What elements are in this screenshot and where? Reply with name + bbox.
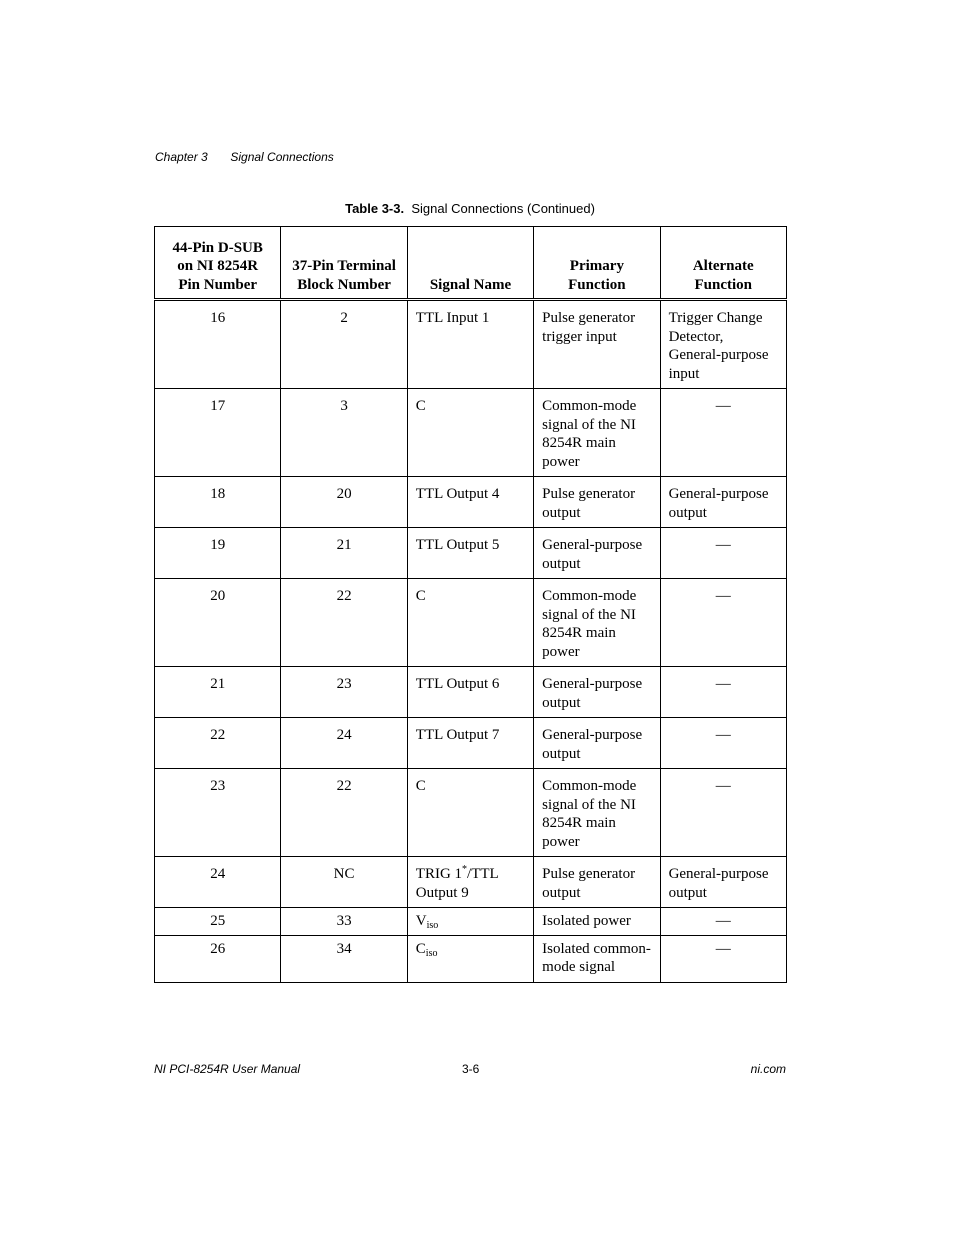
- block-cell: 24: [281, 718, 407, 769]
- block-cell: 20: [281, 477, 407, 528]
- alternate-cell: —: [660, 718, 786, 769]
- pin-cell: 23: [155, 769, 281, 857]
- alternate-cell: General-purpose output: [660, 857, 786, 908]
- footnote-marker: *: [462, 864, 468, 875]
- block-cell: 21: [281, 528, 407, 579]
- primary-cell: General-purpose output: [534, 718, 660, 769]
- table-header-row: [155, 227, 787, 300]
- manual-title: NI PCI-8254R User Manual: [154, 1062, 301, 1076]
- page-number: 3-6: [462, 1062, 480, 1076]
- signal-cell: C: [407, 579, 533, 667]
- subscript: iso: [425, 947, 438, 959]
- block-cell: 22: [281, 579, 407, 667]
- table-row: [155, 857, 787, 908]
- pin-cell: 19: [155, 528, 281, 579]
- table-row: [155, 667, 787, 718]
- table-number: Table 3-3.: [345, 201, 405, 216]
- signal-cell: TTL Input 1: [407, 300, 533, 389]
- pin-cell: 17: [155, 389, 281, 477]
- pin-cell: 24: [155, 857, 281, 908]
- block-cell: 23: [281, 667, 407, 718]
- chapter-label: Chapter 3: [155, 150, 208, 164]
- pin-cell: 20: [155, 579, 281, 667]
- table-row: [155, 579, 787, 667]
- alternate-cell: —: [660, 935, 786, 982]
- signal-cell: $C_{iso}$: [407, 935, 533, 982]
- table-row: [155, 935, 787, 982]
- signal-connections-table: [154, 226, 787, 983]
- table-title: Signal Connections (Continued): [411, 201, 595, 216]
- alternate-cell: —: [660, 667, 786, 718]
- table-row: [155, 769, 787, 857]
- header-signal-name: Signal Name: [407, 227, 533, 300]
- pin-cell: 25: [155, 908, 281, 936]
- block-cell: 34: [281, 935, 407, 982]
- signal-cell: TTL Output 4: [407, 477, 533, 528]
- signal-cell: TTL Output 5: [407, 528, 533, 579]
- primary-cell: Common-mode signal of the NI 8254R main power: [534, 389, 660, 477]
- alternate-cell: General-purpose output: [660, 477, 786, 528]
- alternate-cell: —: [660, 528, 786, 579]
- block-cell: 22: [281, 769, 407, 857]
- subscript: iso: [426, 920, 439, 931]
- primary-cell: Pulse generator output: [534, 857, 660, 908]
- pin-cell: 16: [155, 300, 281, 389]
- block-cell: 2: [281, 300, 407, 389]
- signal-cell: $V_{iso}$: [407, 908, 533, 936]
- pin-cell: 26: [155, 935, 281, 982]
- block-cell: NC: [281, 857, 407, 908]
- table-caption: [154, 201, 786, 216]
- signal-cell: C: [407, 389, 533, 477]
- primary-cell: Pulse generator output: [534, 477, 660, 528]
- block-cell: 33: [281, 908, 407, 936]
- table-row: [155, 908, 787, 936]
- primary-cell: Isolated common-mode signal: [534, 935, 660, 982]
- signal-cell: TTL Output 7: [407, 718, 533, 769]
- header-pin-number: 44-Pin D-SUB on NI 8254R Pin Number: [155, 227, 281, 300]
- header-alternate-function: Alternate Function: [660, 227, 786, 300]
- pin-cell: 21: [155, 667, 281, 718]
- alternate-cell: —: [660, 579, 786, 667]
- primary-cell: General-purpose output: [534, 528, 660, 579]
- primary-cell: Pulse generator trigger input: [534, 300, 660, 389]
- website-link[interactable]: ni.com: [750, 1062, 786, 1076]
- header-block-number: 37-Pin Terminal Block Number: [281, 227, 407, 300]
- alternate-cell: Trigger Change Detector, General-purpose input: [660, 300, 786, 389]
- header-primary-function: Primary Function: [534, 227, 660, 300]
- table-row: [155, 477, 787, 528]
- signal-cell: TRIG 1*/TTL Output 9: [407, 857, 533, 908]
- table-row: [155, 718, 787, 769]
- signal-cell: C: [407, 769, 533, 857]
- running-header: [155, 150, 334, 164]
- primary-cell: Common-mode signal of the NI 8254R main power: [534, 579, 660, 667]
- alternate-cell: —: [660, 908, 786, 936]
- signal-cell: TTL Output 6: [407, 667, 533, 718]
- block-cell: 3: [281, 389, 407, 477]
- primary-cell: Common-mode signal of the NI 8254R main power: [534, 769, 660, 857]
- pin-cell: 18: [155, 477, 281, 528]
- alternate-cell: —: [660, 389, 786, 477]
- section-label: Signal Connections: [230, 150, 334, 164]
- pin-cell: 22: [155, 718, 281, 769]
- table-row: [155, 528, 787, 579]
- alternate-cell: —: [660, 769, 786, 857]
- table-row: [155, 300, 787, 389]
- primary-cell: Isolated power: [534, 908, 660, 936]
- primary-cell: General-purpose output: [534, 667, 660, 718]
- table-row: [155, 389, 787, 477]
